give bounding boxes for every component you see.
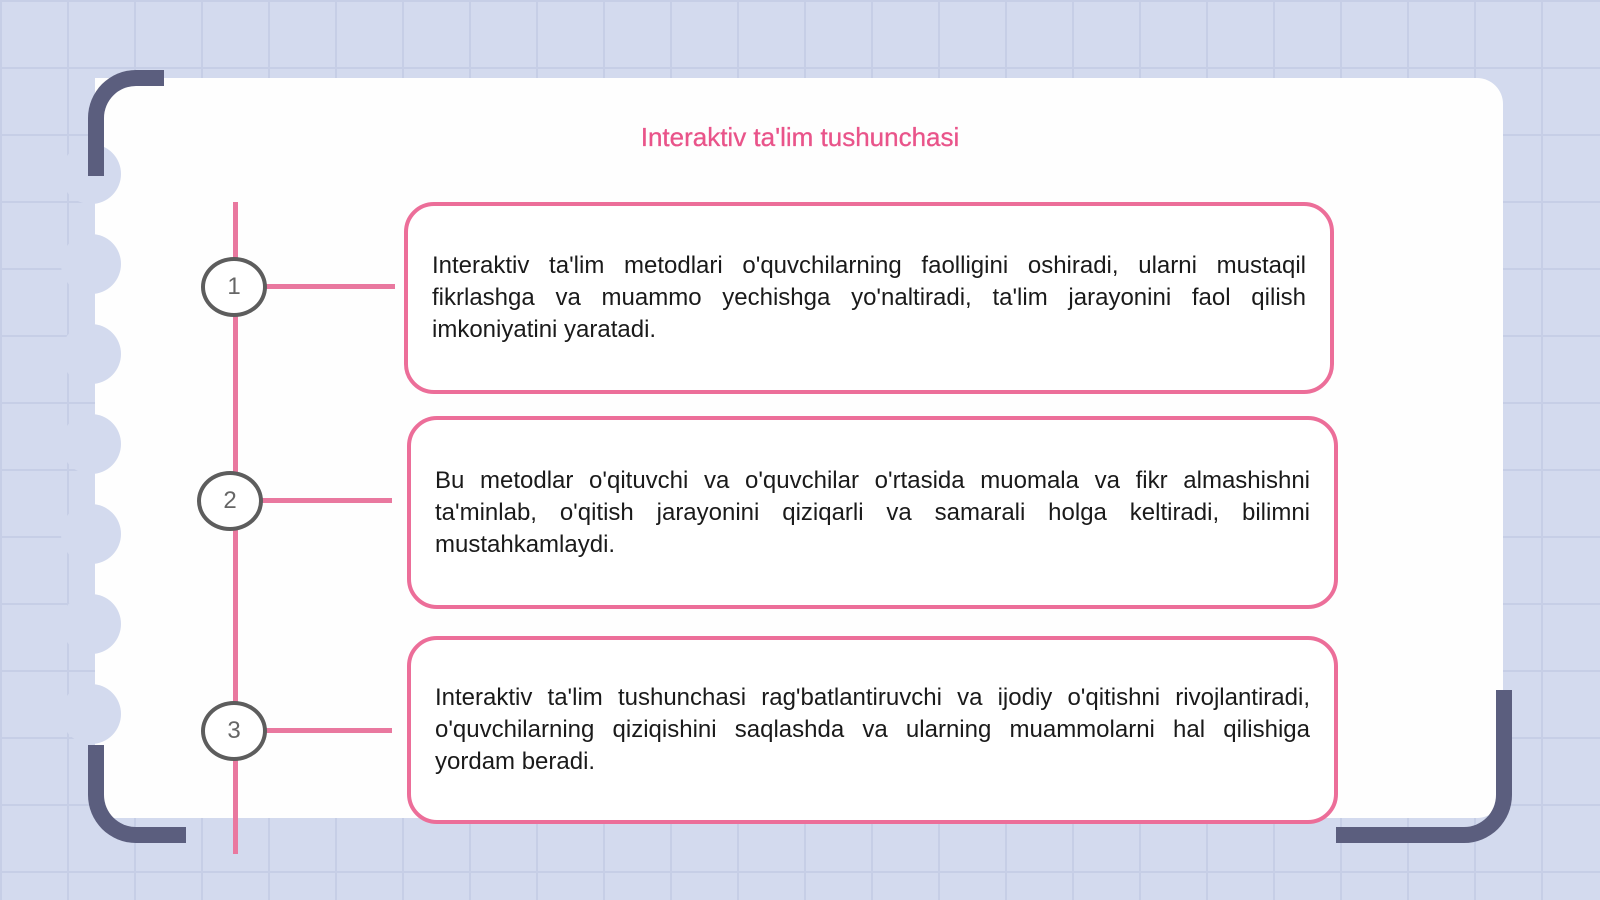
corner-bracket-bottom-left [88,745,186,843]
slide-title: Interaktiv ta'lim tushunchasi [640,122,960,152]
step-number-circle [201,257,267,317]
step-text-box [407,416,1338,609]
step-text: Interaktiv ta'lim metodlari o'quvchilarning faolligini oshiradi, ularni mustaqil fikrlashga va muammo yechishga yo'naltiradi, ta'lim jarayonini faol qilish imkoniyatini yaratadi. [432,252,1306,343]
step-number: 1 [227,273,241,300]
paper-scallop [61,594,121,654]
step-text-box [407,636,1338,824]
paper-scallop [61,234,121,294]
step-connector [260,498,392,503]
paper-scallop [61,684,121,744]
paper-scallop [61,414,121,474]
step-number-circle [201,701,267,761]
step-text: Interaktiv ta'lim tushunchasi rag'batlantiruvchi va ijodiy o'qitishni rivojlantiradi, o'quvchilarning qiziqishini saqlashda va ularning muammolarni hal qilishiga yordam beradi. [435,684,1310,775]
step-number: 2 [223,487,237,514]
paper-scallop [61,324,121,384]
step-connector [263,284,395,289]
step-text: Bu metodlar o'qituvchi va o'quvchilar o'rtasida muomala va fikr almashishni ta'minlab, o'qitish jarayonini qiziqarli va samarali holga keltiradi, bilimni mustahkamlaydi. [435,466,1310,558]
step-number-circle [197,471,263,531]
paper-scallop [61,504,121,564]
step-text-box [404,202,1334,394]
corner-bracket-bottom-right [1336,690,1512,843]
step-number: 3 [227,717,241,744]
step-connector [263,728,392,733]
